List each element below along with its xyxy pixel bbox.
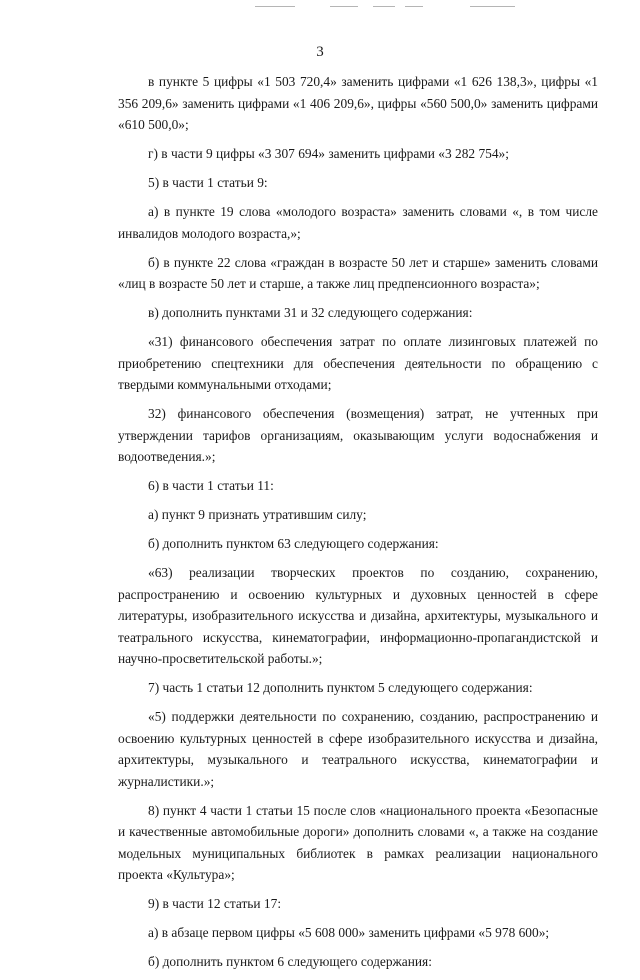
page-number: 3 [316,44,324,60]
paragraph: г) в части 9 цифры «3 307 694» заменить цифрами «3 282 754»; [148,146,509,161]
paragraph: а) пункт 9 признать утратившим силу; [148,507,367,522]
paragraph: б) в пункте 22 слова «граждан в возрасте 50 лет и старше» заменить словами «лиц в возрасте 50 лет и старше, а также лиц предпенсионного возраста»; [118,254,598,291]
paragraph: 9) в части 12 статьи 17: [148,896,282,911]
scan-marks [255,6,515,12]
paragraph: а) в пункте 19 слова «молодого возраста» заменить словами «, в том числе инвалидов молодого возраста,»; [118,204,598,241]
paragraph: 7) часть 1 статьи 12 дополнить пунктом 5 следующего содержания: [148,680,533,695]
paragraph: 8) пункт 4 части 1 статьи 15 после слов «национального проекта «Безопасные и качественные автомобильные дороги» дополнить словами «, а также на создание модельных муниципальных библиотек в рамках реализации национального проекта «Культура»; [118,802,598,882]
document-body [118,71,598,980]
paragraph: в пункте 5 цифры «1 503 720,4» заменить цифрами «1 626 138,3», цифры «1 356 209,6» заменить цифрами «1 406 209,6», цифры «560 500,0» заменить цифрами «610 500,0»; [118,74,598,132]
paragraph: «63) реализации творческих проектов по созданию, сохранению, распространению и освоению культурных и духовных ценностей в сфере литературы, изобразительного искусства и дизайна, архитектуры, музыкального и театрального искусства, кинематографии, информационно-пропагандистской и научно-просветительской работы.»; [118,565,598,666]
paragraph: 6) в части 1 статьи 11: [148,478,274,493]
paragraph: 5) в части 1 статьи 9: [148,175,268,190]
paragraph: в) дополнить пунктами 31 и 32 следующего содержания: [148,305,473,320]
paragraph: 32) финансового обеспечения (возмещения) затрат, не учтенных при утверждении тарифов организациям, оказывающим услуги водоснабжения и водоотведения.»; [118,406,598,464]
paragraph: б) дополнить пунктом 63 следующего содержания: [148,536,439,551]
paragraph: б) дополнить пунктом 6 следующего содержания: [148,954,432,969]
paragraph: а) в абзаце первом цифры «5 608 000» заменить цифрами «5 978 600»; [148,925,550,940]
paragraph: «5) поддержки деятельности по сохранению, созданию, распространению и освоению культурных ценностей в сфере изобразительного искусства и дизайна, архитектуры, музыкального и театрального искусства, кинематографии и журналистики.»; [118,709,598,789]
paragraph: «31) финансового обеспечения затрат по оплате лизинговых платежей по приобретению спецтехники для обеспечения деятельности по обращению с твердыми коммунальными отходами; [118,334,598,392]
